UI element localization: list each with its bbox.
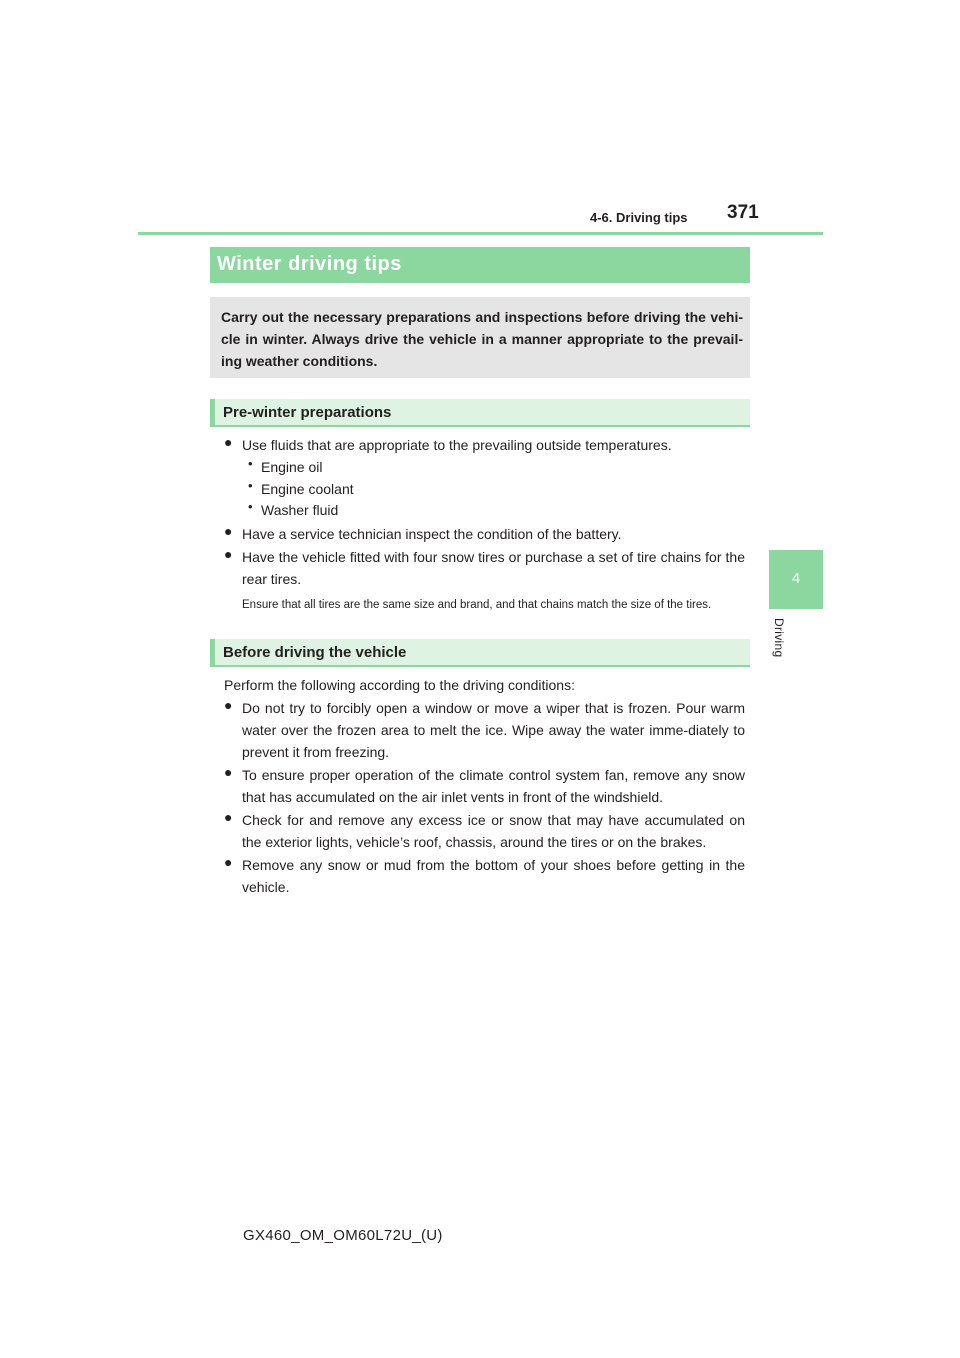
bullet-text-shoes: Remove any snow or mud from the bottom of your shoes before getting in the vehicle. [242,857,745,895]
header-rule [138,232,823,235]
section-header-accent [210,399,215,427]
sub-item-washer-fluid: Washer fluid [261,502,339,518]
bullet-marker: ● [224,854,233,870]
chapter-label: Driving [772,618,786,658]
sub-bullet-marker: • [248,478,253,493]
sub-bullet-marker: • [248,456,253,471]
chapter-number: 4 [791,570,801,587]
section-heading-before-driving: Before driving the vehicle [223,644,407,661]
sub-item-engine-coolant: Engine coolant [261,481,354,497]
intro-text: Carry out the necessary preparations and inspections before driving the vehi-cle in winter. Always drive the vehicle in a manner appropriate to the prevail-ing weather conditions. [221,309,743,369]
bullet-text-fluids: Use fluids that are appropriate to the prevailing outside temperatures. [242,437,672,453]
bullet-marker: ● [224,764,233,780]
bullet-text-ice-snow: Check for and remove any excess ice or snow that may have accumulated on the exterior lights, vehicle’s roof, chassis, around the tires or on the brakes. [242,812,745,850]
running-header-section: 4-6. Driving tips [590,210,688,225]
page-title: Winter driving tips [217,253,402,275]
bullet-marker: ● [224,434,233,450]
bullet-text-climate-fan: To ensure proper operation of the climate control system fan, remove any snow that has accumulated on the air inlet vents in front of the windshield. [242,767,745,805]
sub-bullet-marker: • [248,499,253,514]
bullet-marker: ● [224,546,233,562]
section-header-accent [210,639,215,667]
bullet-text-tires: Have the vehicle fitted with four snow tires or purchase a set of tire chains for the rear tires. [242,549,745,587]
note-tires: Ensure that all tires are the same size and brand, and that chains match the size of the tires. [242,599,712,611]
bullet-marker: ● [224,697,233,713]
sub-item-engine-oil: Engine oil [261,459,323,475]
bullet-text-battery: Have a service technician inspect the condition of the battery. [242,526,622,542]
bullet-marker: ● [224,809,233,825]
bullet-text-frozen-window: Do not try to forcibly open a window or move a wiper that is frozen. Pour warm water over the frozen area to melt the ice. Wipe away the water imme-diately to prevent it from freezing. [242,700,745,760]
bullet-marker: ● [224,523,233,539]
section-lead-text: Perform the following according to the driving conditions: [224,677,575,693]
page-number: 371 [727,202,759,223]
footer-doc-code: GX460_OM_OM60L72U_(U) [243,1227,443,1244]
section-heading-pre-winter: Pre-winter preparations [223,404,392,421]
